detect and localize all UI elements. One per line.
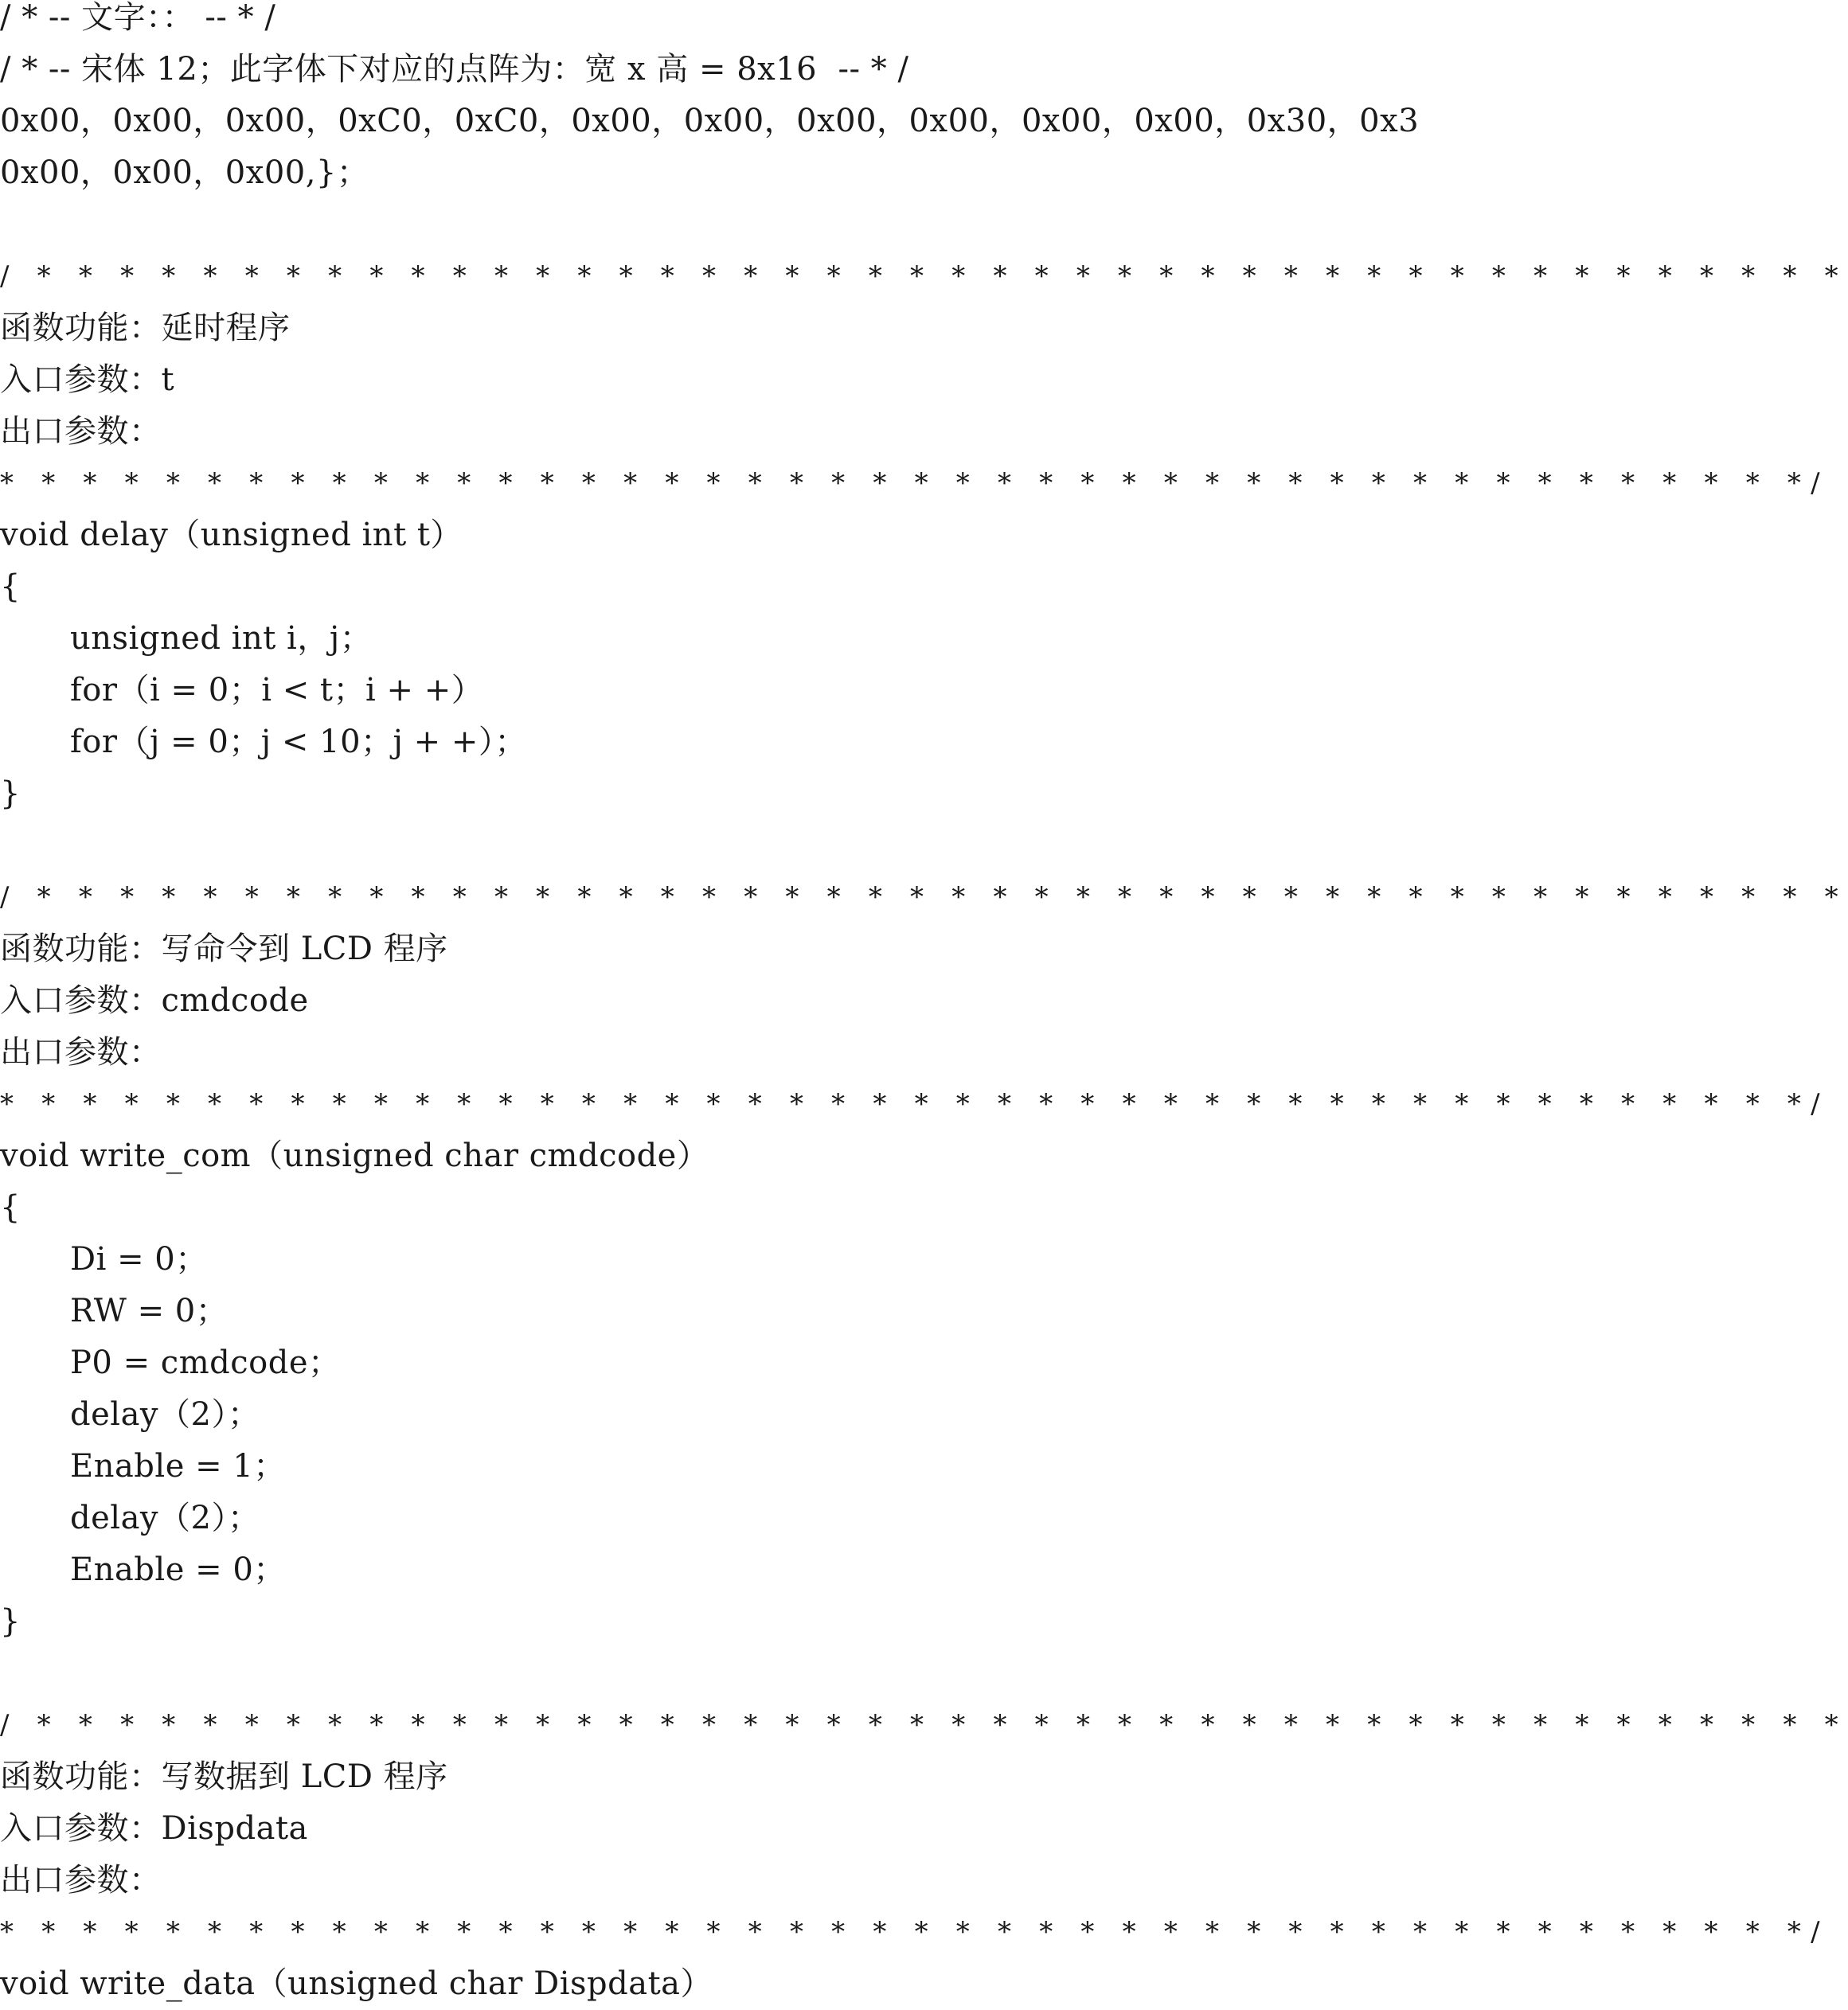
code-statement: RW = 0； — [70, 1293, 229, 1329]
hex-data-line-2: 0x00，0x00，0x00,}； — [0, 154, 369, 191]
function-signature-delay: void delay（unsigned int t） — [0, 517, 463, 553]
hex-data-line-1: 0x00，0x00，0x00，0xC0，0xC0，0x00，0x00，0x00，0x00，0x00，0x00，0x30，0x3 — [0, 103, 1420, 139]
function-signature-write-data: void write_data（unsigned char Dispdata） — [0, 1965, 713, 2002]
input-params: 入口参数：Dispdata — [0, 1810, 308, 1847]
comment-block-start: / * * * * * * * * * * * * * * * * * * * * * * * * * * * * * * * * * * * * * * * * * * * * — [0, 1709, 1848, 1741]
code-statement: Di = 0； — [70, 1241, 208, 1278]
comment-block-end: * * * * * * * * * * * * * * * * * * * * * * * * * * * * * * * * * * * * * * * * * * * */ — [0, 1916, 1830, 1948]
output-params: 出口参数： — [0, 1034, 162, 1071]
code-statement: P0 = cmdcode； — [70, 1345, 341, 1381]
function-description: 函数功能：写命令到 LCD 程序 — [0, 931, 448, 967]
input-params: 入口参数：cmdcode — [0, 982, 309, 1019]
output-params: 出口参数： — [0, 413, 162, 450]
comment-line-text-header: / * -- 文字：： -- * / — [0, 0, 276, 36]
code-statement: for（j = 0；j < 10；j + +）； — [70, 724, 527, 760]
comment-block-end: * * * * * * * * * * * * * * * * * * * * * * * * * * * * * * * * * * * * * * * * * * * */ — [0, 1088, 1830, 1120]
comment-block-end: * * * * * * * * * * * * * * * * * * * * * * * * * * * * * * * * * * * * * * * * * * * */ — [0, 467, 1830, 499]
comment-block-start: / * * * * * * * * * * * * * * * * * * * * * * * * * * * * * * * * * * * * * * * * * * * * — [0, 260, 1848, 292]
code-statement: Enable = 0； — [70, 1551, 286, 1588]
comment-line-font-info: / * -- 宋体 12；此字体下对应的点阵为：宽 x 高 = 8x16 -- * / — [0, 51, 909, 88]
input-params: 入口参数：t — [0, 361, 175, 398]
code-statement: Enable = 1； — [70, 1448, 286, 1485]
code-statement: unsigned int i，j； — [70, 620, 373, 657]
function-description: 函数功能：写数据到 LCD 程序 — [0, 1758, 448, 1795]
open-brace: { — [0, 1189, 21, 1226]
output-params: 出口参数： — [0, 1862, 162, 1899]
function-description: 函数功能：延时程序 — [0, 310, 291, 346]
function-signature-write-com: void write_com（unsigned char cmdcode） — [0, 1138, 709, 1174]
code-statement: delay（2）； — [70, 1396, 260, 1433]
code-statement: for（i = 0；i < t；i + +） — [70, 672, 484, 708]
code-statement: delay（2）； — [70, 1500, 260, 1536]
close-brace: } — [0, 1603, 21, 1640]
open-brace: { — [0, 568, 21, 605]
comment-block-start: / * * * * * * * * * * * * * * * * * * * * * * * * * * * * * * * * * * * * * * * * * * * * — [0, 881, 1848, 913]
close-brace: } — [0, 775, 21, 812]
